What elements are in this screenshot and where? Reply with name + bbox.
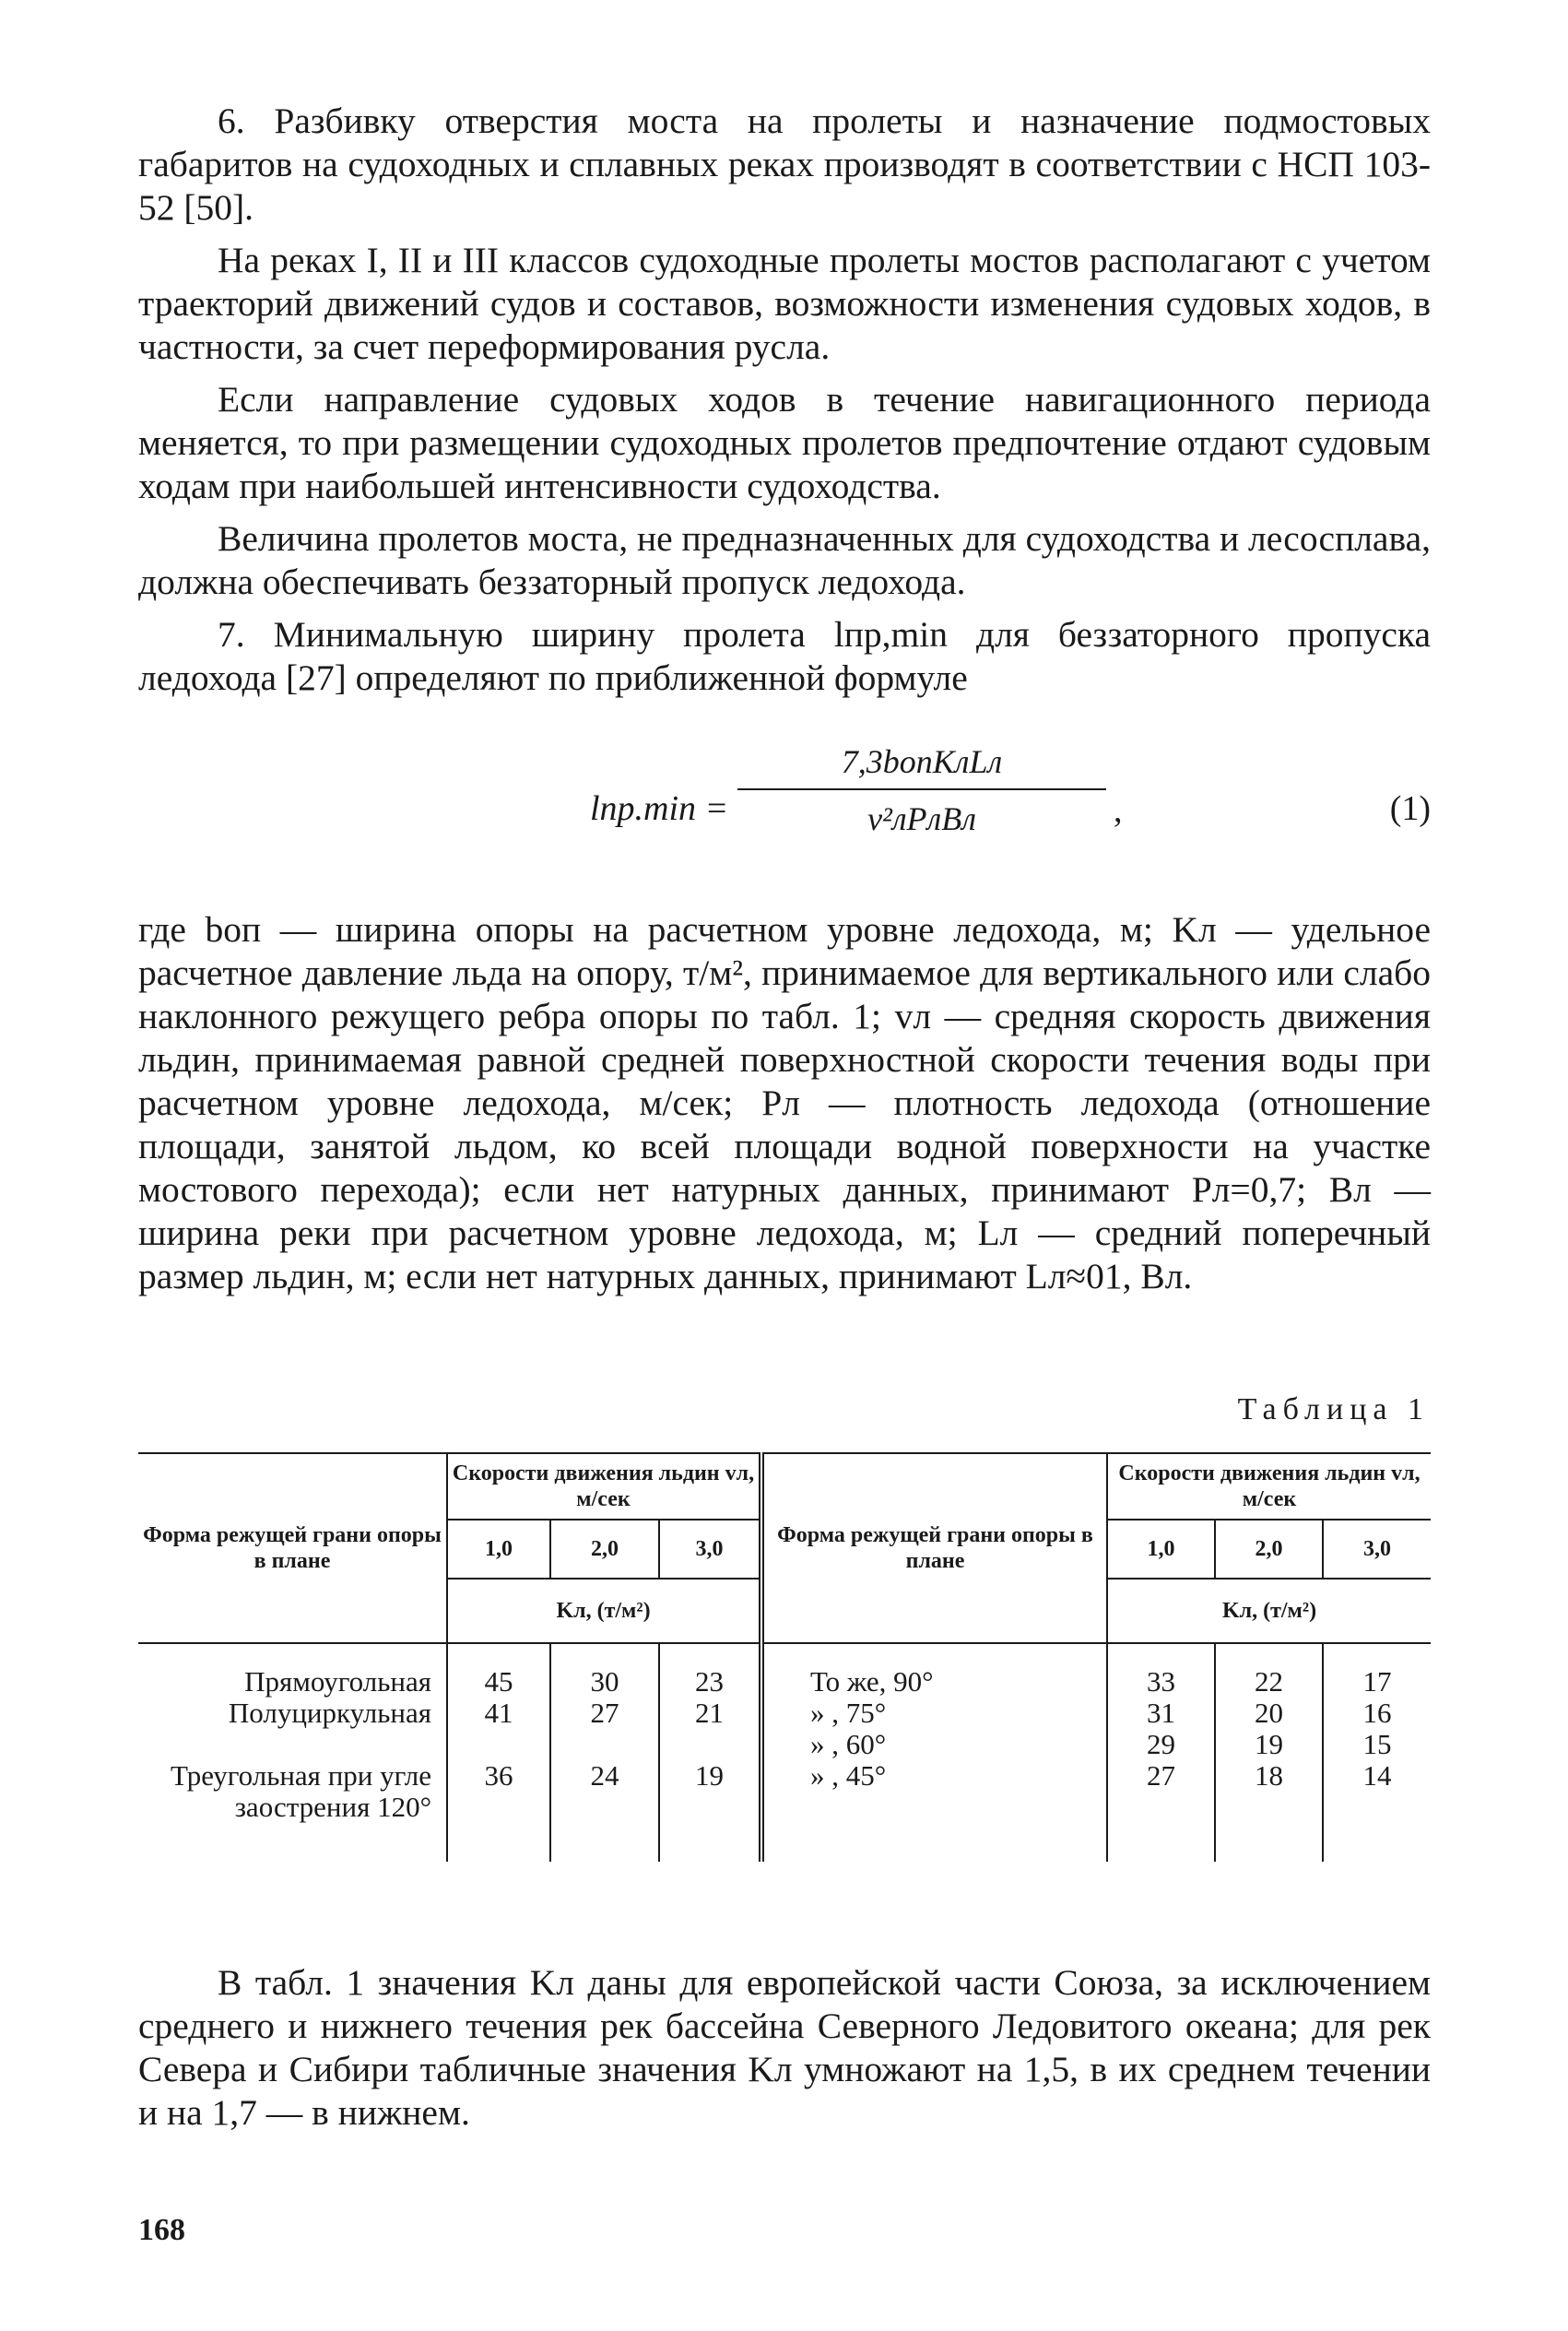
cell-r2-2: 20 (1215, 1698, 1323, 1729)
paragraph-1: 6. Разбивку отверстия моста на пролеты и назначение подмостовых габаритов на судоходных и сплавных реках производят в соответствии с НСП 103-52 [50]. (138, 101, 1431, 228)
cell-r4-3: 14 (1323, 1760, 1431, 1862)
top-text (138, 100, 1431, 700)
cell-l2-2: 27 (550, 1698, 659, 1760)
formula-lhs: lпр.min = (590, 789, 729, 828)
header-speed-left: Скорости движения льдин vл, м/сек (447, 1453, 761, 1520)
formula-comma: , (1114, 791, 1123, 830)
shape-right-4: » , 45° (761, 1760, 1107, 1862)
cell-r3-2: 19 (1215, 1729, 1323, 1760)
shape-left-3: Треугольная при угле заострения 120° (170, 1759, 431, 1823)
paragraph-3: Если направление судовых ходов в течение навигационного периода меняется, то при размещении судоходных пролетов предпочтение отдают судовым ходам при наибольшей интенсивности судоходства. (138, 379, 1431, 506)
formula-denominator: v²лPлBл (867, 800, 976, 837)
header-shape-left: Форма режущей грани опоры в плане (143, 1523, 442, 1573)
cell-l1-1: 45 (447, 1643, 550, 1698)
header-speed-right: Скорости движения льдин vл, м/сек (1107, 1453, 1431, 1520)
speed-left-1: 1,0 (447, 1520, 550, 1579)
cell-r3-1: 29 (1107, 1729, 1215, 1760)
formula-fraction (737, 742, 1106, 838)
table-caption: Таблица 1 (1237, 1392, 1430, 1426)
speed-right-3: 3,0 (1323, 1520, 1431, 1579)
cell-r4-1: 27 (1107, 1760, 1215, 1862)
paragraph-4: Величина пролетов моста, не предназначенных для судоходства и лесосплава, должна обеспечивать беззаторный пропуск ледохода. (138, 518, 1431, 602)
formula-number: (1) (1389, 789, 1431, 828)
k-header-left: Kл, (т/м²) (447, 1579, 761, 1643)
cell-r2-3: 16 (1323, 1698, 1431, 1729)
cell-l3-1: 36 (447, 1760, 550, 1862)
paragraph-where: где bоп — ширина опоры на расчетном уровне ледохода, м; Kл — удельное расчетное давление льда на опору, т/м², принимаемое для вертикального или слабо наклонного режущего ребра опоры по табл. 1; vл — средняя скорость движения льдин, принимаемая равной средней поверхностной скорости течения воды при расчетном уровне ледохода, м/сек; Pл — плотность ледохода (отношение площади, занятой льдом, ко всей площади водной поверхности на участке мостового перехода); если нет натурных данных, принимают Pл=0,7; Bл — ширина реки при расчетном уровне ледохода, м; Lл — средний поперечный размер льдин, м; если нет натурных данных, принимают Lл≈01, Bл. (138, 909, 1431, 1296)
cell-l2-1: 41 (447, 1698, 550, 1760)
cell-l1-2: 30 (550, 1643, 659, 1698)
cell-r1-1: 33 (1107, 1643, 1215, 1698)
cell-l2-3: 21 (659, 1698, 761, 1760)
cell-l3-3: 19 (659, 1760, 761, 1862)
cell-r3-3: 15 (1323, 1729, 1431, 1760)
speed-left-3: 3,0 (659, 1520, 761, 1579)
shape-right-1: То же, 90° (761, 1643, 1107, 1698)
formula-numerator: 7,3bопKлLл (737, 742, 1106, 790)
cell-r1-3: 17 (1323, 1643, 1431, 1698)
table-1 (138, 1452, 1431, 1862)
cell-r2-1: 31 (1107, 1698, 1215, 1729)
cell-r1-2: 22 (1215, 1643, 1323, 1698)
page-number: 168 (138, 2213, 185, 2247)
paragraph-bottom: В табл. 1 значения Kл даны для европейской части Союза, за исключением среднего и нижнего течения рек бассейна Северного Ледовитого океана; для рек Севера и Сибири табличные значения Kл умножают на 1,5, в их среднем течении и на 1,7 — в нижнем. (138, 1962, 1431, 2133)
speed-right-1: 1,0 (1107, 1520, 1215, 1579)
paragraph-2: На реках I, II и III классов судоходные пролеты мостов располагают с учетом траекторий движений судов и составов, возможности изменения судовых ходов, в частности, за счет переформирования русла. (138, 240, 1431, 367)
speed-left-2: 2,0 (550, 1520, 659, 1579)
shape-right-2: » , 75° (761, 1698, 1107, 1729)
paragraph-5: 7. Минимальную ширину пролета lпр,min для беззаторного пропуска ледохода [27] определяют по приближенной формуле (138, 614, 1431, 698)
cell-l1-3: 23 (659, 1643, 761, 1698)
where-text (138, 908, 1431, 1298)
formula-1 (138, 742, 1431, 881)
k-header-right: Kл, (т/м²) (1107, 1579, 1431, 1643)
header-shape-right: Форма режущей грани опоры в плане (761, 1453, 1107, 1643)
bottom-text (138, 1961, 1431, 2135)
shape-right-3: » , 60° (761, 1729, 1107, 1760)
cell-r4-2: 18 (1215, 1760, 1323, 1862)
speed-right-2: 2,0 (1215, 1520, 1323, 1579)
shape-left-2: Полуциркульная (228, 1697, 431, 1729)
cell-l3-2: 24 (550, 1760, 659, 1862)
shape-left-1: Прямоугольная (244, 1665, 431, 1698)
